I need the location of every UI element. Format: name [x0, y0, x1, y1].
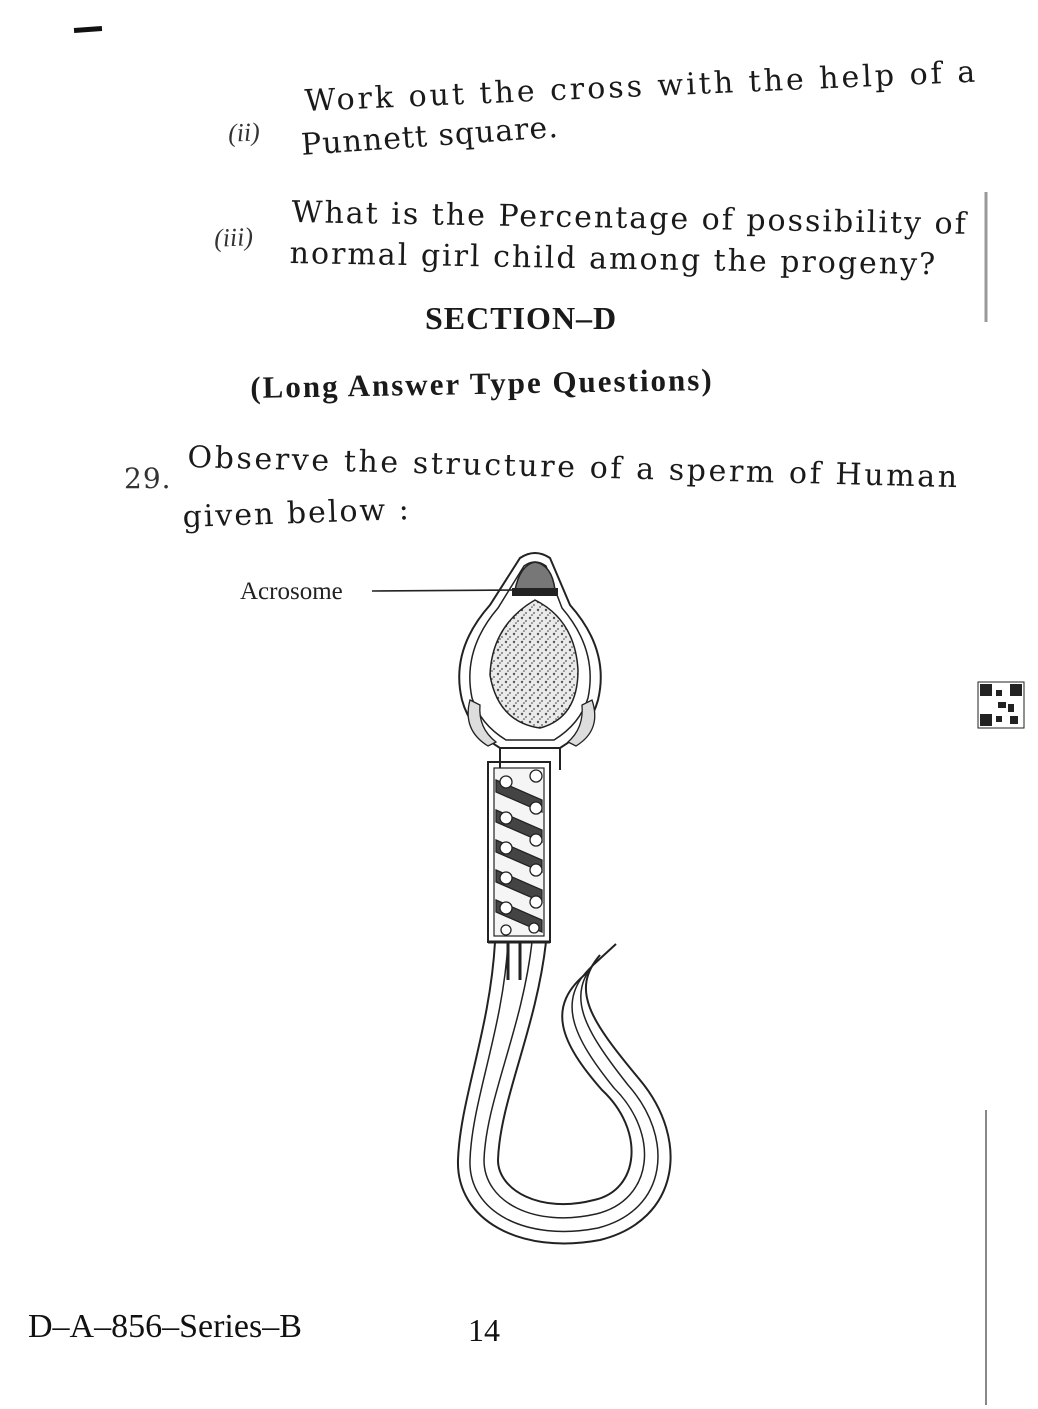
question-part-number: (iii)	[213, 222, 254, 254]
exam-paper-code: D–A–856–Series–B	[28, 1308, 302, 1345]
nucleus	[490, 600, 578, 728]
tail-end	[592, 944, 616, 966]
acrosome-label: Acrosome	[240, 578, 343, 605]
question-part-number: (ii)	[227, 117, 261, 148]
question-text-line: What is the Percentage of possibility of	[291, 195, 969, 242]
question-text-line: Work out the cross with the help of a	[304, 54, 979, 119]
question-text-line: normal girl child among the progeny?	[289, 236, 938, 283]
section-title: SECTION–D	[425, 300, 618, 336]
section-subtitle: (Long Answer Type Questions)	[250, 361, 714, 405]
acrosome	[515, 562, 555, 590]
question-number: 29.	[124, 462, 172, 495]
question-text-line: given below :	[182, 492, 412, 535]
neck-left-flap	[468, 700, 496, 746]
neck-right-flap	[568, 700, 595, 746]
question-text-line: Punnett square.	[300, 110, 560, 163]
question-text-line: Observe the structure of a sperm of Human	[187, 440, 961, 496]
sperm-tail-inner-2	[484, 942, 645, 1218]
qr-code-icon	[978, 682, 1024, 728]
page-number: 14	[468, 1312, 500, 1348]
sperm-tail	[458, 942, 671, 1243]
acrosome-base	[512, 588, 558, 596]
tail-core	[508, 942, 520, 980]
acrosome-pointer-line	[372, 590, 518, 591]
sperm-tail-outer	[498, 942, 632, 1204]
